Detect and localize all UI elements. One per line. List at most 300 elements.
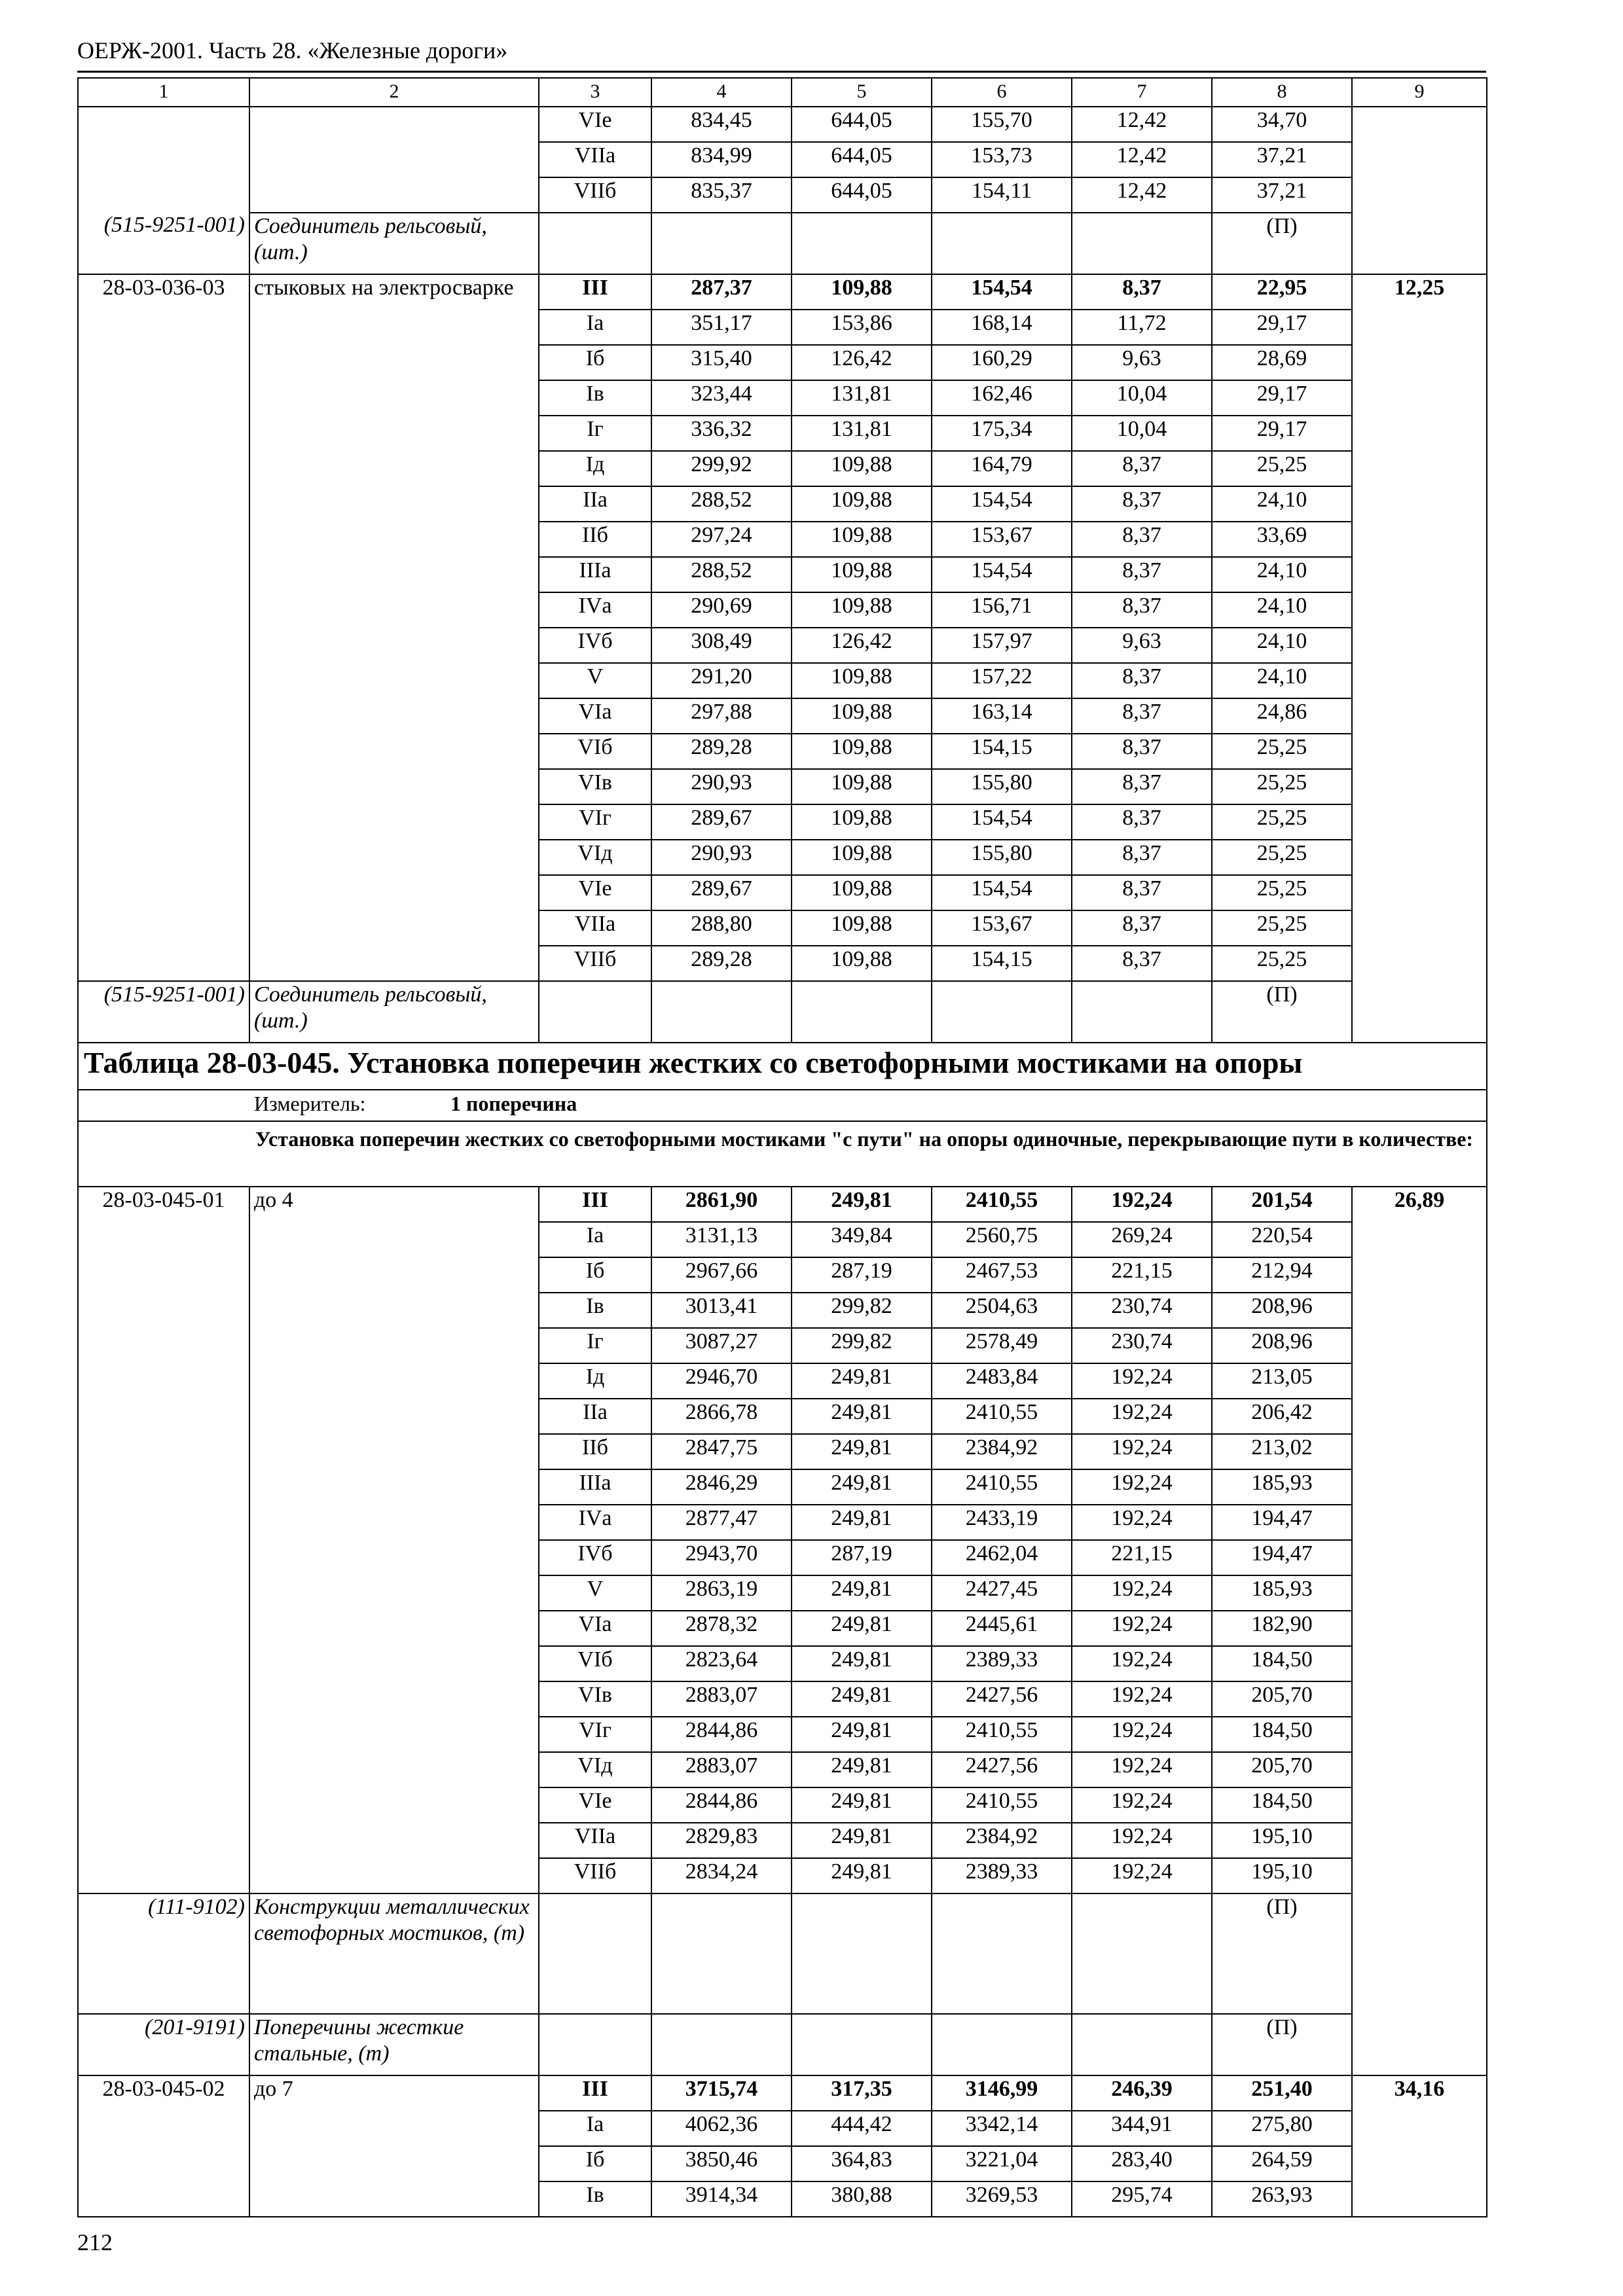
column-number: 9 — [1352, 78, 1487, 107]
cell-v5: 126,42 — [792, 345, 932, 380]
cell-v4: 2823,64 — [651, 1646, 792, 1681]
cell-v7: 192,24 — [1072, 1681, 1212, 1717]
cell-v6: 2560,75 — [932, 1222, 1072, 1257]
cell-v7: 192,24 — [1072, 1752, 1212, 1787]
cell-v4: 835,37 — [651, 177, 792, 213]
cell-v8: 28,69 — [1212, 345, 1352, 380]
cell-v6: 2445,61 — [932, 1611, 1072, 1646]
cell-v5: 109,88 — [792, 451, 932, 486]
cell-v6: 2427,45 — [932, 1575, 1072, 1611]
cell-v7: 9,63 — [1072, 345, 1212, 380]
empty-cell — [932, 1893, 1072, 2014]
cell-v6: 155,80 — [932, 769, 1072, 804]
material-name: Поперечины жесткие стальные, (т) — [249, 2014, 539, 2075]
cell-v7: 269,24 — [1072, 1222, 1212, 1257]
cell-v7: 230,74 — [1072, 1328, 1212, 1363]
cell-v6: 160,29 — [932, 345, 1072, 380]
cell-v8: 251,40 — [1212, 2075, 1352, 2111]
cell-col9: 26,89 — [1352, 1187, 1487, 2075]
cell-v8: 37,21 — [1212, 142, 1352, 177]
cell-v7: 8,37 — [1072, 769, 1212, 804]
section-intro-row — [78, 1121, 1487, 1187]
cell-v5: 109,88 — [792, 592, 932, 628]
cell-v7: 230,74 — [1072, 1293, 1212, 1328]
cell-v7: 192,24 — [1072, 1646, 1212, 1681]
cell-zone: IIа — [539, 486, 651, 522]
cell-v8: 25,25 — [1212, 769, 1352, 804]
cell-v6: 162,46 — [932, 380, 1072, 416]
column-number: 1 — [78, 78, 249, 107]
cell-zone: V — [539, 1575, 651, 1611]
cell-v6: 2427,56 — [932, 1681, 1072, 1717]
cell-v4: 4062,36 — [651, 2111, 792, 2146]
cell-v8: 34,70 — [1212, 107, 1352, 142]
measure-value: 1 поперечина — [450, 1092, 577, 1115]
cell-v4: 289,28 — [651, 734, 792, 769]
empty-cell — [651, 981, 792, 1043]
cell-v7: 8,37 — [1072, 486, 1212, 522]
cell-zone: Iв — [539, 2181, 651, 2217]
cell-v4: 3087,27 — [651, 1328, 792, 1363]
cell-v7: 8,37 — [1072, 840, 1212, 875]
cell-v5: 380,88 — [792, 2181, 932, 2217]
cell-zone: Iг — [539, 416, 651, 451]
material-code: (111-9102) — [78, 1893, 249, 2014]
column-number: 5 — [792, 78, 932, 107]
cell-v4: 2883,07 — [651, 1752, 792, 1787]
cell-v7: 192,24 — [1072, 1858, 1212, 1893]
cell-v4: 336,32 — [651, 416, 792, 451]
empty-cell — [792, 981, 932, 1043]
cell-zone: Iв — [539, 380, 651, 416]
cell-v4: 315,40 — [651, 345, 792, 380]
cell-zone: Iа — [539, 310, 651, 345]
cell-v8: 264,59 — [1212, 2146, 1352, 2181]
material-row — [78, 1893, 1487, 2014]
cell-v4: 3013,41 — [651, 1293, 792, 1328]
cell-v5: 249,81 — [792, 1858, 932, 1893]
cell-v4: 2847,75 — [651, 1434, 792, 1469]
cell-col9 — [1352, 107, 1487, 274]
cell-v4: 2829,83 — [651, 1823, 792, 1858]
cell-v5: 249,81 — [792, 1187, 932, 1222]
column-number: 8 — [1212, 78, 1352, 107]
cell-zone: Iг — [539, 1328, 651, 1363]
cell-v8: 24,10 — [1212, 663, 1352, 698]
cell-v6: 154,15 — [932, 946, 1072, 981]
cell-v5: 109,88 — [792, 804, 932, 840]
material-name: Конструкции металлических светофорных мостиков, (т) — [249, 1893, 539, 2014]
cell-v6: 154,11 — [932, 177, 1072, 213]
cell-zone: IVб — [539, 628, 651, 663]
cell-v5: 131,81 — [792, 380, 932, 416]
cell-v4: 3850,46 — [651, 2146, 792, 2181]
rate-code: 28-03-045-02 — [78, 2075, 249, 2217]
cell-v8: 220,54 — [1212, 1222, 1352, 1257]
cell-zone: VIе — [539, 107, 651, 142]
cell-v4: 834,45 — [651, 107, 792, 142]
cell-v7: 8,37 — [1072, 946, 1212, 981]
cell-v7: 8,37 — [1072, 451, 1212, 486]
cell-v5: 644,05 — [792, 107, 932, 142]
cell-v6: 164,79 — [932, 451, 1072, 486]
cell-v8: 208,96 — [1212, 1293, 1352, 1328]
work-name — [249, 107, 539, 213]
cell-v4: 2861,90 — [651, 1187, 792, 1222]
cell-v5: 249,81 — [792, 1823, 932, 1858]
cell-v8: 22,95 — [1212, 274, 1352, 310]
cell-v4: 289,67 — [651, 804, 792, 840]
cell-zone: IVа — [539, 1505, 651, 1540]
cell-v6: 2410,55 — [932, 1187, 1072, 1222]
cell-v6: 2389,33 — [932, 1858, 1072, 1893]
cell-v7: 12,42 — [1072, 142, 1212, 177]
cell-v6: 2384,92 — [932, 1434, 1072, 1469]
empty-cell — [1072, 2014, 1212, 2075]
header-rule — [77, 71, 1486, 73]
empty-cell — [1072, 1893, 1212, 2014]
cell-v8: 195,10 — [1212, 1858, 1352, 1893]
cell-v5: 249,81 — [792, 1752, 932, 1787]
cell-zone: VIб — [539, 734, 651, 769]
cell-zone: VIв — [539, 1681, 651, 1717]
cell-v8: 208,96 — [1212, 1328, 1352, 1363]
rate-code: (515-9251-001) — [78, 107, 249, 274]
cell-v4: 2846,29 — [651, 1469, 792, 1505]
cell-zone: Iд — [539, 451, 651, 486]
cell-v6: 157,22 — [932, 663, 1072, 698]
empty-cell — [651, 1893, 792, 2014]
cell-v4: 3715,74 — [651, 2075, 792, 2111]
cell-v8: 213,02 — [1212, 1434, 1352, 1469]
cell-v8: 24,10 — [1212, 486, 1352, 522]
measure-label: Измеритель: — [254, 1092, 366, 1115]
cell-v7: 192,24 — [1072, 1611, 1212, 1646]
cell-v4: 323,44 — [651, 380, 792, 416]
cell-v7: 283,40 — [1072, 2146, 1212, 2181]
page-number: 212 — [77, 2229, 113, 2255]
cell-v5: 249,81 — [792, 1575, 932, 1611]
cell-zone: VIг — [539, 804, 651, 840]
cell-v8: 25,25 — [1212, 910, 1352, 946]
cell-v8: 195,10 — [1212, 1823, 1352, 1858]
cell-v8: 206,42 — [1212, 1399, 1352, 1434]
cell-v7: 192,24 — [1072, 1787, 1212, 1823]
cell-v5: 153,86 — [792, 310, 932, 345]
cell-v7: 344,91 — [1072, 2111, 1212, 2146]
cell-v7: 8,37 — [1072, 522, 1212, 557]
cell-v4: 308,49 — [651, 628, 792, 663]
cell-v4: 351,17 — [651, 310, 792, 345]
cell-v5: 109,88 — [792, 557, 932, 592]
column-number: 4 — [651, 78, 792, 107]
cell-v7: 192,24 — [1072, 1823, 1212, 1858]
cell-zone: VIа — [539, 698, 651, 734]
table-body — [78, 78, 1487, 2217]
cell-v4: 2877,47 — [651, 1505, 792, 1540]
cell-v8: 205,70 — [1212, 1681, 1352, 1717]
cell-v4: 2834,24 — [651, 1858, 792, 1893]
cell-v5: 249,81 — [792, 1681, 932, 1717]
empty-cell — [539, 981, 651, 1043]
cell-v6: 3146,99 — [932, 2075, 1072, 2111]
column-number: 3 — [539, 78, 651, 107]
cell-zone: III — [539, 274, 651, 310]
column-number: 7 — [1072, 78, 1212, 107]
cell-v5: 131,81 — [792, 416, 932, 451]
cell-v5: 364,83 — [792, 2146, 932, 2181]
cell-v6: 154,54 — [932, 274, 1072, 310]
table-row — [78, 2075, 1487, 2111]
empty-cell — [932, 981, 1072, 1043]
cell-zone: VIIа — [539, 910, 651, 946]
cell-v7: 192,24 — [1072, 1505, 1212, 1540]
cell-zone: VIIа — [539, 142, 651, 177]
cell-v7: 10,04 — [1072, 416, 1212, 451]
cell-v6: 2578,49 — [932, 1328, 1072, 1363]
cell-v5: 249,81 — [792, 1611, 932, 1646]
cell-v6: 168,14 — [932, 310, 1072, 345]
cell-v8: 29,17 — [1212, 310, 1352, 345]
cell-v4: 2863,19 — [651, 1575, 792, 1611]
cell-v5: 109,88 — [792, 486, 932, 522]
material-mark: (П) — [1212, 213, 1352, 274]
cell-v8: 25,25 — [1212, 734, 1352, 769]
cell-v5: 349,84 — [792, 1222, 932, 1257]
cell-v5: 109,88 — [792, 734, 932, 769]
cell-zone: VIг — [539, 1717, 651, 1752]
cell-zone: V — [539, 663, 651, 698]
cell-v5: 444,42 — [792, 2111, 932, 2146]
cell-v4: 289,28 — [651, 946, 792, 981]
empty-cell — [1072, 213, 1212, 274]
cell-col9: 34,16 — [1352, 2075, 1487, 2217]
empty-cell — [932, 213, 1072, 274]
empty-cell — [792, 2014, 932, 2075]
cell-v7: 9,63 — [1072, 628, 1212, 663]
cell-v7: 8,37 — [1072, 274, 1212, 310]
material-code: (201-9191) — [78, 2014, 249, 2075]
cell-zone: Iд — [539, 1363, 651, 1399]
cell-v6: 154,54 — [932, 804, 1072, 840]
table-row — [78, 274, 1487, 310]
cell-v5: 249,81 — [792, 1505, 932, 1540]
cell-zone: VIд — [539, 840, 651, 875]
cell-v6: 2384,92 — [932, 1823, 1072, 1858]
cell-v6: 2427,56 — [932, 1752, 1072, 1787]
cell-v5: 109,88 — [792, 698, 932, 734]
cell-v7: 8,37 — [1072, 698, 1212, 734]
empty-cell — [1072, 981, 1212, 1043]
empty-cell — [539, 213, 651, 274]
cell-v4: 290,69 — [651, 592, 792, 628]
cell-v7: 246,39 — [1072, 2075, 1212, 2111]
cell-zone: VIа — [539, 1611, 651, 1646]
norms-table — [77, 77, 1487, 2217]
cell-zone: VIIа — [539, 1823, 651, 1858]
cell-v8: 184,50 — [1212, 1787, 1352, 1823]
table-row — [78, 1187, 1487, 1222]
cell-zone: VIе — [539, 875, 651, 910]
cell-zone: VIIб — [539, 177, 651, 213]
cell-v8: 212,94 — [1212, 1257, 1352, 1293]
cell-v8: 185,93 — [1212, 1575, 1352, 1611]
cell-v6: 154,54 — [932, 486, 1072, 522]
material-code: (515-9251-001) — [78, 981, 249, 1043]
cell-v5: 249,81 — [792, 1787, 932, 1823]
cell-v4: 834,99 — [651, 142, 792, 177]
column-number: 6 — [932, 78, 1072, 107]
cell-v5: 287,19 — [792, 1540, 932, 1575]
cell-zone: Iб — [539, 1257, 651, 1293]
cell-v4: 2866,78 — [651, 1399, 792, 1434]
cell-v8: 37,21 — [1212, 177, 1352, 213]
cell-v6: 2433,19 — [932, 1505, 1072, 1540]
table-row — [78, 107, 1487, 142]
cell-zone: VIб — [539, 1646, 651, 1681]
cell-v4: 2878,32 — [651, 1611, 792, 1646]
cell-zone: VIIб — [539, 1858, 651, 1893]
cell-v6: 2483,84 — [932, 1363, 1072, 1399]
cell-zone: III — [539, 1187, 651, 1222]
material-row — [78, 213, 1487, 274]
cell-v5: 126,42 — [792, 628, 932, 663]
cell-v7: 8,37 — [1072, 804, 1212, 840]
cell-v6: 2467,53 — [932, 1257, 1072, 1293]
material-name: Соединитель рельсовый, (шт.) — [249, 981, 539, 1043]
cell-v8: 263,93 — [1212, 2181, 1352, 2217]
empty-cell — [539, 2014, 651, 2075]
cell-v8: 205,70 — [1212, 1752, 1352, 1787]
empty-cell — [539, 1893, 651, 2014]
empty-cell — [932, 2014, 1072, 2075]
cell-zone: IIIа — [539, 1469, 651, 1505]
cell-v5: 644,05 — [792, 142, 932, 177]
cell-v5: 249,81 — [792, 1646, 932, 1681]
cell-v5: 109,88 — [792, 522, 932, 557]
cell-v7: 12,42 — [1072, 107, 1212, 142]
cell-v5: 644,05 — [792, 177, 932, 213]
cell-v7: 12,42 — [1072, 177, 1212, 213]
cell-v8: 275,80 — [1212, 2111, 1352, 2146]
page-header: ОЕРЖ-2001. Часть 28. «Железные дороги» — [77, 37, 508, 63]
cell-v8: 25,25 — [1212, 451, 1352, 486]
cell-v5: 299,82 — [792, 1328, 932, 1363]
cell-v7: 192,24 — [1072, 1469, 1212, 1505]
empty-cell — [792, 1893, 932, 2014]
cell-v4: 3914,34 — [651, 2181, 792, 2217]
cell-v5: 109,88 — [792, 875, 932, 910]
cell-v8: 33,69 — [1212, 522, 1352, 557]
cell-v6: 153,67 — [932, 910, 1072, 946]
cell-v5: 249,81 — [792, 1399, 932, 1434]
cell-v8: 24,10 — [1212, 557, 1352, 592]
cell-zone: Iб — [539, 345, 651, 380]
cell-v8: 25,25 — [1212, 840, 1352, 875]
cell-zone: III — [539, 2075, 651, 2111]
cell-v6: 3221,04 — [932, 2146, 1072, 2181]
cell-v7: 192,24 — [1072, 1399, 1212, 1434]
work-name: стыковых на электросварке — [249, 274, 539, 981]
empty-cell — [792, 213, 932, 274]
cell-v8: 24,86 — [1212, 698, 1352, 734]
cell-v4: 287,37 — [651, 274, 792, 310]
work-name: до 4 — [249, 1187, 539, 1893]
cell-v8: 24,10 — [1212, 592, 1352, 628]
cell-v6: 2410,55 — [932, 1787, 1072, 1823]
cell-v8: 194,47 — [1212, 1540, 1352, 1575]
cell-v6: 3342,14 — [932, 2111, 1072, 2146]
empty-cell — [651, 2014, 792, 2075]
cell-v6: 2504,63 — [932, 1293, 1072, 1328]
cell-v6: 2410,55 — [932, 1399, 1072, 1434]
cell-v7: 8,37 — [1072, 875, 1212, 910]
cell-v4: 2883,07 — [651, 1681, 792, 1717]
cell-v7: 295,74 — [1072, 2181, 1212, 2217]
cell-zone: Iб — [539, 2146, 651, 2181]
cell-v5: 287,19 — [792, 1257, 932, 1293]
cell-v7: 221,15 — [1072, 1257, 1212, 1293]
cell-v7: 8,37 — [1072, 663, 1212, 698]
cell-v8: 24,10 — [1212, 628, 1352, 663]
cell-v4: 3131,13 — [651, 1222, 792, 1257]
cell-v7: 8,37 — [1072, 592, 1212, 628]
material-mark: (П) — [1212, 2014, 1352, 2075]
column-number-row — [78, 78, 1487, 107]
cell-v7: 221,15 — [1072, 1540, 1212, 1575]
measure-cell — [78, 1090, 1487, 1121]
cell-v4: 289,67 — [651, 875, 792, 910]
cell-v4: 290,93 — [651, 840, 792, 875]
cell-v5: 109,88 — [792, 946, 932, 981]
cell-v8: 194,47 — [1212, 1505, 1352, 1540]
cell-zone: IIб — [539, 1434, 651, 1469]
cell-v8: 184,50 — [1212, 1717, 1352, 1752]
cell-v4: 291,20 — [651, 663, 792, 698]
cell-v8: 201,54 — [1212, 1187, 1352, 1222]
cell-v4: 288,52 — [651, 486, 792, 522]
cell-v6: 153,67 — [932, 522, 1072, 557]
cell-v8: 25,25 — [1212, 946, 1352, 981]
cell-zone: Iв — [539, 1293, 651, 1328]
cell-v5: 109,88 — [792, 663, 932, 698]
cell-v4: 288,80 — [651, 910, 792, 946]
cell-v7: 192,24 — [1072, 1717, 1212, 1752]
cell-v5: 299,82 — [792, 1293, 932, 1328]
cell-v8: 25,25 — [1212, 875, 1352, 910]
cell-v7: 192,24 — [1072, 1187, 1212, 1222]
cell-zone: IVа — [539, 592, 651, 628]
rate-code: 28-03-045-01 — [78, 1187, 249, 1893]
cell-v4: 288,52 — [651, 557, 792, 592]
column-number: 2 — [249, 78, 539, 107]
rate-code: 28-03-036-03 — [78, 274, 249, 981]
empty-cell — [651, 213, 792, 274]
cell-v4: 290,93 — [651, 769, 792, 804]
cell-v7: 8,37 — [1072, 734, 1212, 769]
cell-v7: 10,04 — [1072, 380, 1212, 416]
cell-v6: 155,70 — [932, 107, 1072, 142]
cell-v8: 29,17 — [1212, 416, 1352, 451]
cell-zone: Iа — [539, 2111, 651, 2146]
cell-v4: 2844,86 — [651, 1787, 792, 1823]
material-row — [78, 981, 1487, 1043]
cell-v8: 25,25 — [1212, 804, 1352, 840]
cell-v5: 249,81 — [792, 1717, 932, 1752]
cell-zone: VIв — [539, 769, 651, 804]
cell-v6: 2389,33 — [932, 1646, 1072, 1681]
table-title-row — [78, 1043, 1487, 1090]
